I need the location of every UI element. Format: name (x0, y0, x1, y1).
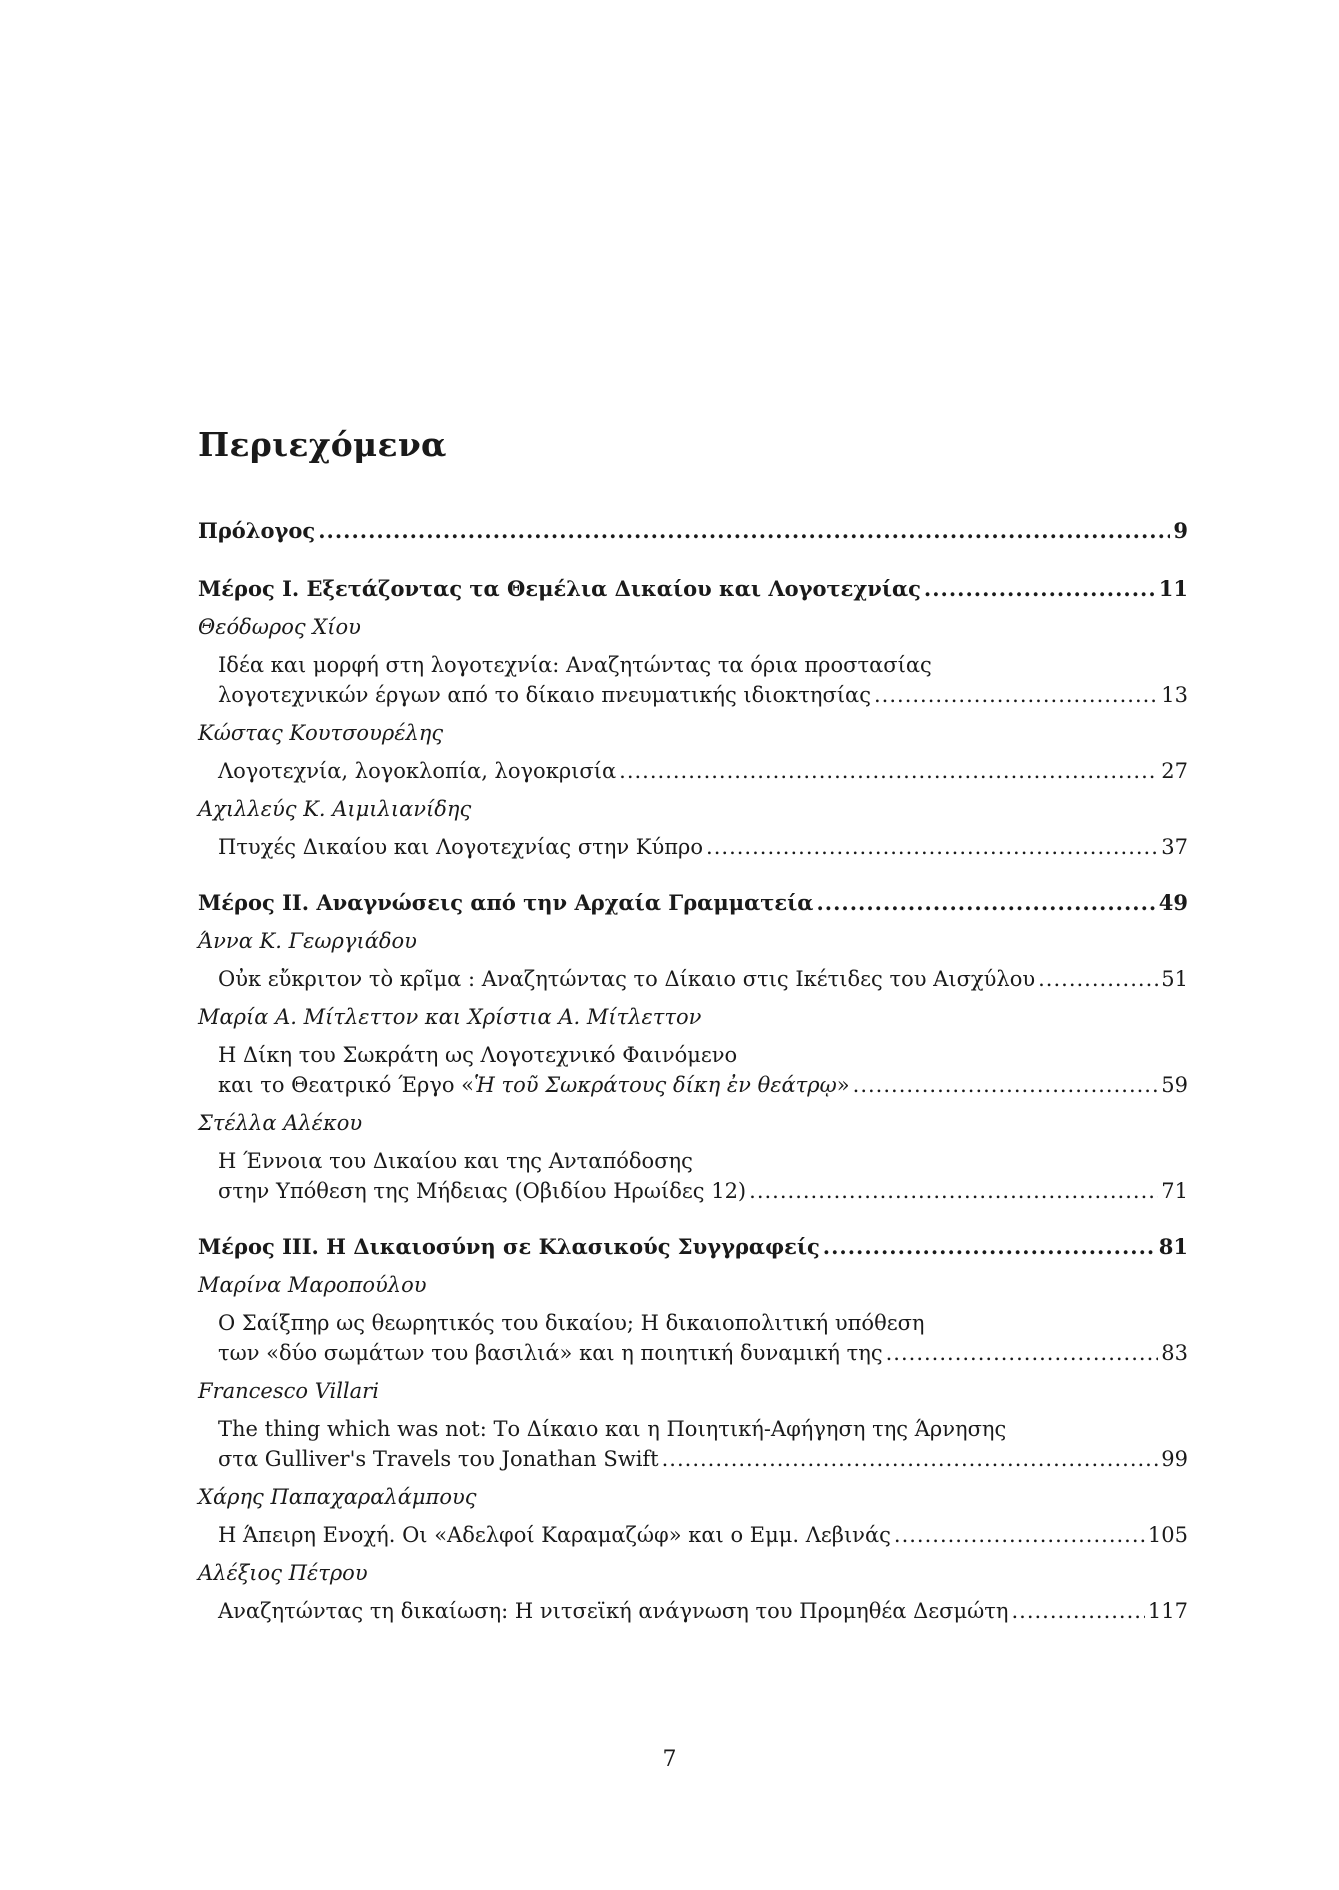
toc-entry[interactable] (198, 612, 1188, 710)
entry-page: 59 (1161, 1073, 1188, 1097)
entry-title-line: Λογοτεχνία, λογοκλοπία, λογοκρισία (218, 759, 617, 783)
toc-page (198, 425, 1188, 1626)
toc-prologue[interactable] (198, 516, 1188, 546)
entry-page: 83 (1161, 1341, 1188, 1365)
dot-leader (1011, 1596, 1144, 1626)
toc-part-3[interactable] (198, 1232, 1188, 1262)
dot-leader (816, 888, 1155, 918)
entry-title-line: στα Gulliver's Travels του Jonathan Swift (218, 1447, 659, 1471)
toc-entry[interactable] (198, 1108, 1188, 1206)
dot-leader (894, 1520, 1145, 1550)
entry-author: Κώστας Κουτσουρέλης (198, 721, 444, 745)
part-page: 11 (1158, 576, 1188, 601)
entry-page: 105 (1147, 1523, 1188, 1547)
toc-entry[interactable] (198, 1482, 1188, 1550)
toc-entry[interactable] (198, 1270, 1188, 1368)
part-title: Μέρος III. Η Δικαιοσύνη σε Κλασικούς Συγγραφείς (198, 1234, 820, 1259)
entry-title-line: Η Έννοια του Δικαίου και της Ανταπόδοσης (218, 1149, 693, 1173)
entry-title-line: Η Δίκη του Σωκράτη ως Λογοτεχνικό Φαινόμενο (218, 1043, 738, 1067)
entry-title-line: The thing which was not: Το Δίκαιο και η Ποιητική-Αφήγηση της Άρνησης (218, 1417, 1007, 1441)
entry-author: Θεόδωρος Χίου (198, 615, 361, 639)
entry-title-end: » (836, 1073, 850, 1097)
dot-leader (662, 1444, 1159, 1474)
entry-author: Μαρία Α. Μίτλεττον και Χρίστια Α. Μίτλεττον (198, 1005, 702, 1029)
entry-page: 51 (1161, 967, 1188, 991)
entry-author: Francesco Villari (198, 1379, 379, 1403)
part-page: 49 (1158, 890, 1188, 915)
entry-page: 37 (1161, 835, 1188, 859)
dot-leader (706, 832, 1158, 862)
part-title: Μέρος I. Εξετάζοντας τα Θεμέλια Δικαίου και Λογοτεχνίας (198, 576, 921, 601)
prologue-title: Πρόλογος (198, 518, 316, 543)
toc-entry[interactable] (198, 718, 1188, 786)
entry-title-line: Ιδέα και μορφή στη λογοτεχνία: Αναζητώντας τα όρια προστασίας (218, 653, 932, 677)
entry-title-line: των «δύο σωμάτων του βασιλιά» και η ποιητική δυναμική της (218, 1341, 883, 1365)
dot-leader (853, 1070, 1159, 1100)
dot-leader (318, 516, 1170, 546)
dot-leader (619, 756, 1158, 786)
toc-entry[interactable] (198, 1002, 1188, 1100)
page-number: 7 (662, 1747, 677, 1772)
entry-page: 71 (1161, 1179, 1188, 1203)
toc-part-1[interactable] (198, 574, 1188, 604)
table-of-contents (198, 516, 1188, 1626)
part-page: 81 (1158, 1234, 1188, 1259)
entry-title-italic: Ἡ τοῦ Σωκράτους δίκη ἐν θεάτρῳ (474, 1073, 837, 1097)
dot-leader (749, 1176, 1158, 1206)
entry-author: Χάρης Παπαχαραλάμπους (198, 1485, 477, 1509)
entry-page: 117 (1147, 1599, 1188, 1623)
entry-author: Αχιλλεύς Κ. Αιμιλιανίδης (198, 797, 472, 821)
dot-leader (823, 1232, 1156, 1262)
part-title: Μέρος II. Αναγνώσεις από την Αρχαία Γραμματεία (198, 890, 814, 915)
dot-leader (886, 1338, 1159, 1368)
entry-page: 27 (1161, 759, 1188, 783)
toc-entry[interactable] (198, 926, 1188, 994)
toc-entry[interactable] (198, 1558, 1188, 1626)
entry-title-line: Η Άπειρη Ενοχή. Οι «Αδελφοί Καραμαζώφ» και ο Εμμ. Λεβινάς (218, 1523, 891, 1547)
entry-title-line: Ο Σαίξπηρ ως θεωρητικός του δικαίου; Η δικαιοπολιτική υπόθεση (218, 1311, 925, 1335)
entry-author: Άννα Κ. Γεωργιάδου (198, 929, 417, 953)
toc-part-2[interactable] (198, 888, 1188, 918)
entry-author: Στέλλα Αλέκου (198, 1111, 363, 1135)
entry-author: Μαρίνα Μαροπούλου (198, 1273, 427, 1297)
prologue-page: 9 (1173, 518, 1188, 543)
toc-entry[interactable] (198, 794, 1188, 862)
toc-entry[interactable] (198, 1376, 1188, 1474)
dot-leader (924, 574, 1156, 604)
dot-leader (874, 680, 1158, 710)
entry-page: 99 (1161, 1447, 1188, 1471)
entry-title-start: και το Θεατρικό Έργο « (218, 1073, 475, 1097)
entry-page: 13 (1161, 683, 1188, 707)
entry-title-line (218, 1070, 850, 1100)
entry-author: Αλέξιος Πέτρου (198, 1561, 368, 1585)
dot-leader (1038, 964, 1158, 994)
entry-title-line: Οὐκ εὔκριτον τὸ κρῖμα : Αναζητώντας το Δίκαιο στις Ικέτιδες του Αισχύλου (218, 967, 1036, 991)
entry-title-line: στην Υπόθεση της Μήδειας (Οβιδίου Ηρωίδες 12) (218, 1179, 747, 1203)
toc-title: Περιεχόμενα (198, 425, 447, 464)
entry-title-line: λογοτεχνικών έργων από το δίκαιο πνευματικής ιδιοκτησίας (218, 683, 871, 707)
entry-title-line: Πτυχές Δικαίου και Λογοτεχνίας στην Κύπρο (218, 835, 704, 859)
entry-title-line: Αναζητώντας τη δικαίωση: Η νιτσεϊκή ανάγνωση του Προμηθέα Δεσμώτη (218, 1599, 1009, 1623)
